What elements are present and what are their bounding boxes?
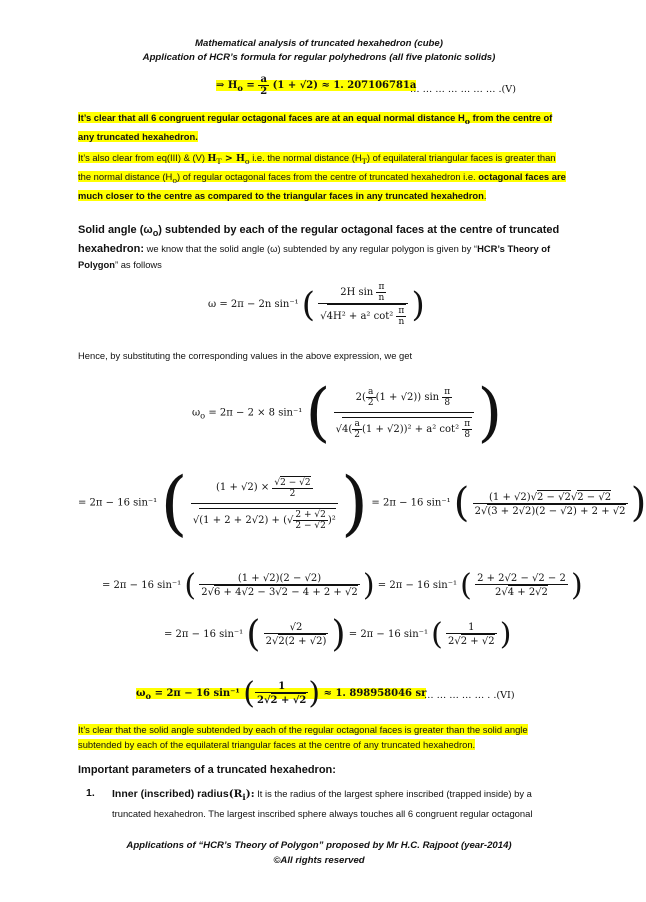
important-parameters-heading: Important parameters of a truncated hexahedron: [78,764,336,776]
para2-f: ) of regular octagonal faces from the centre of truncated hexahedron i.e. [177,170,479,182]
item-1-sym-end: ): [245,788,255,800]
equation-step-3: = 2π − 16 sin⁻¹ ( $\frac{√2}{2√2(2 + √2)}$ ) = 2π − 16 sin⁻¹ ( $\frac{1}{2√2 + √2}$ ) [164,614,512,655]
footer-line-2: ©All rights reserved [273,855,365,866]
para2-e-sub: o [172,175,178,185]
solid-angle-heading: Solid angle (ω [78,224,153,236]
solid-angle-section [78,222,568,272]
solid-angle-theory: HCR’s Theory of Polygon [78,243,551,271]
frac-a-over-2: $\frac{a}{2}$ [260,74,268,97]
equation-vi-approx: ≈ 1. 898958046 sr [323,688,427,699]
para2-e: ) of equilateral triangular faces is greater than the normal distance (H [78,152,556,182]
equation-v-lhs: ⇒ H [216,80,238,91]
item-1-sym: (R [228,788,243,800]
footer-line-1: Applications of “HCR’s Theory of Polygon” proposed by Mr H.C. Rajpoot (year-2014) [126,840,512,851]
header-title: Mathematical analysis of truncated hexahedron (cube) [195,38,443,49]
para2-bold: octagonal faces are much closer to the centre as compared to the triangular faces in any truncated hexahedron [78,170,566,201]
equation-vi [136,676,426,711]
hence-text: Hence, by substituting the corresponding values in the above expression, we get [78,350,413,361]
solid-angle-intro-end: ” as follows [114,259,162,271]
para2-d-sub: T [361,156,367,166]
item-1-number: 1. [86,787,95,799]
para1-text: It’s clear that all 6 congruent regular octagonal faces are at an equal normal distance H [78,112,465,123]
para2-c-sub: o [244,156,250,166]
paragraph-comparison [78,150,568,203]
item-1-sym-sub: i [242,793,246,804]
para2-a: It’s also clear from eq(III) & (V) [78,152,208,163]
equation-step-1: = 2π − 16 sin⁻¹ ( (1 + √2) × $\frac{√2 - √2}{2}$ √(1 + 2 + 2√2) + (√ $\frac{2 + √2}{2 - √2}$ )² ) = 2π − 16 sin⁻¹ ( $\frac{(1 + √2)√2 - √2√2 - √2}{2√(3 + 2√2)(2 - √2) + 2 + √2}$ ) [78,462,646,544]
equation-step-2: = 2π − 16 sin⁻¹ ( $\frac{(1 + √2)(2 - √2)}{2√6 + 4√2 - 3√2 - 4 + 2 + √2}$ ) = 2π − 16 sin⁻¹ ( $\frac{2 + 2√2 - √2 - 2}{2√4 + 2√2}$ ) [102,568,583,603]
para2-b-sub: T [216,156,222,166]
equation-v-highlight: ⇒ $H_o$ = $\frac{a}{2}$ (1 + √2) ≈ 1. 207106781a [216,74,417,97]
para2-b: H [207,153,217,164]
header-subtitle: Application of HCR’s formula for regular polyhedrons (all five platonic solids) [142,52,496,63]
item-1-inner-radius [112,786,568,821]
paragraph-octagonal-distance [78,110,568,144]
solid-angle-intro: we know that the solid angle (ω) subtended by any regular polygon is given by “ [144,243,478,255]
para2-end: . [483,189,487,201]
equation-v [216,74,416,97]
para2-c: > H [221,153,245,164]
item-1-text: It is the radius of the largest sphere inscribed (trapped inside) by a truncated hexahedron. The largest inscribed sphere always touches all 6 congruent regular octagonal [112,788,533,820]
item-1-title: Inner (inscribed) radius [112,788,229,800]
solid-angle-heading-rest: ) subtended by each of the regular octagonal faces at the centre of truncated [158,224,560,236]
para3-text: It’s clear that the solid angle subtended by each of the regular octagonal faces is greater than the solid angle subtended by each of the equilateral triangular faces at the centre of any truncated hexahedron. [78,724,528,750]
equation-substituted: $\omega_o = 2\pi - 2 \times 8$ sin⁻¹ ( 2( $\frac{a}{2}$ (1 + √2)) sin $\frac{\pi}{8}$ √4( $\frac{a}{2}$ (1 + √2))² + a² cot² $\frac{\pi}{8}$ ) [192,376,503,450]
equation-general-solid-angle: ω = 2π − 2n sin⁻¹ ( 2H sin $\frac{\pi}{n}$ √4H² + a² cot² $\frac{\pi}{n}$ ) [208,282,425,327]
equation-vi-highlight: $\omega_o = 2\pi - 16$ sin⁻¹ ( $\frac{1}{2√2 + √2}$ ) ≈ 1. 898958046 sr [136,676,427,711]
solid-angle-heading-line2: hexahedron: [78,243,145,256]
equation-vi-sub: o [145,691,152,701]
equation-vi-rhs: = 2π − 16 sin⁻¹ [154,688,240,699]
paragraph-solid-angle-compare [78,722,568,752]
equation-v-approx: ≈ 1. 207106781a [321,80,417,91]
para1-end: from the centre of any truncated hexahedron. [78,112,553,142]
equation-v-ref: … … … … … … … .(V) [410,84,516,95]
solid-angle-heading-sub: o [152,228,159,239]
equation-vi-label: ω [136,688,146,699]
frac-substituted: 2( $\frac{a}{2}$ (1 + √2)) sin $\frac{\pi}{8}$ √4( $\frac{a}{2}$ (1 + √2))² + a² cot² $\frac{\pi}{8}$ [334,387,475,440]
frac-general: 2H sin $\frac{\pi}{n}$ √4H² + a² cot² $\frac{\pi}{n}$ [318,282,408,327]
para1-sub: o [464,116,470,126]
para2-d: i.e. the normal distance (H [249,152,362,163]
equation-v-sub: o [237,83,243,93]
equation-vi-ref: … … … … … . .(VI) [424,690,515,701]
